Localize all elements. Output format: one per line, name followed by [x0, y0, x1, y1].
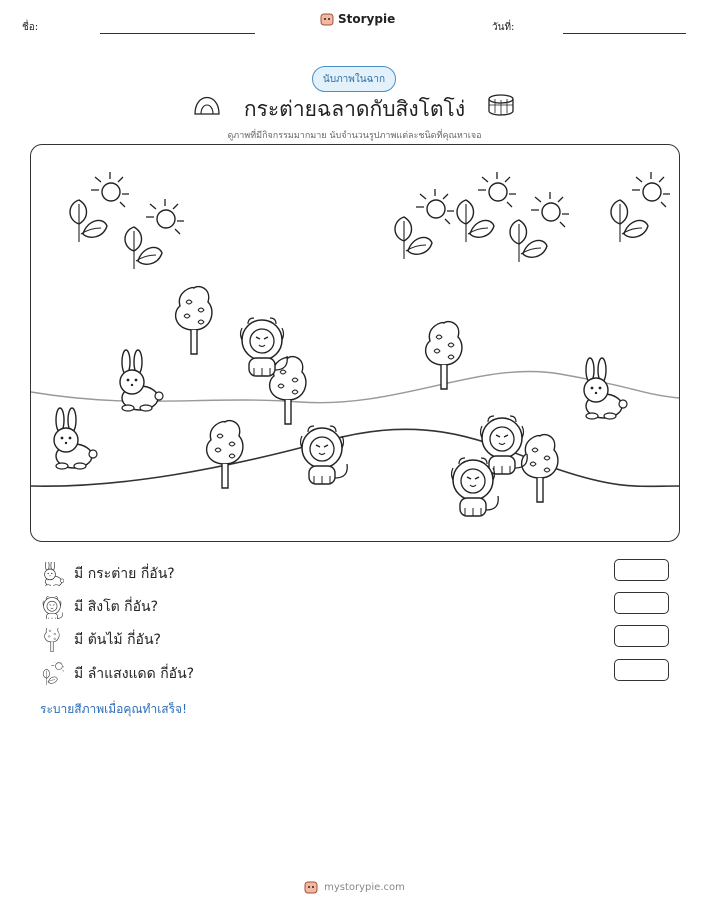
logo-icon	[304, 880, 318, 894]
sunbeam-plant	[510, 192, 569, 262]
question-text: มี สิงโต กี่อัน?	[74, 599, 159, 615]
sunbeam-plant	[611, 172, 670, 242]
answer-box-rabbit[interactable]	[614, 559, 669, 581]
page-subtitle: ดูภาพที่มีกิจกรรมมากมาย นับจำนวนรูปภาพแต่ละชนิดที่คุณหาเจอ	[227, 131, 482, 141]
question-tree	[40, 628, 161, 652]
tree	[207, 421, 243, 488]
rabbit-icon	[40, 562, 64, 586]
question-text: มี ต้นไม้ กี่อัน?	[74, 632, 161, 648]
name-label: ชื่อ:	[22, 22, 39, 33]
rabbit	[584, 358, 627, 419]
sunbeam-plant	[457, 172, 516, 242]
rabbit	[54, 408, 97, 469]
brand-name: Storypie	[338, 12, 396, 26]
tree	[176, 287, 212, 354]
lion-icon	[40, 595, 64, 619]
answer-box-sunbeam[interactable]	[614, 659, 669, 681]
page-title: กระต่ายฉลาดกับสิงโตโง่	[243, 97, 466, 121]
coloring-note: ระบายสีภาพเมื่อคุณทำเสร็จ!	[40, 702, 187, 716]
question-sunbeam	[40, 662, 194, 686]
activity-badge: นับภาพในฉาก	[312, 66, 396, 92]
lion	[301, 426, 348, 484]
tree-icon	[40, 628, 64, 652]
rabbit	[120, 350, 163, 411]
question-lion	[40, 595, 158, 619]
date-label: วันที่:	[492, 22, 515, 33]
sunbeam-plant	[125, 199, 184, 269]
tree	[426, 322, 462, 389]
sunbeam-icon	[40, 662, 64, 686]
question-text: มี ลำแสงแดด กี่อัน?	[74, 666, 195, 682]
sunbeam-plant	[395, 189, 454, 259]
footer	[0, 880, 709, 894]
question-text: มี กระต่าย กี่อัน?	[74, 566, 175, 582]
answer-box-tree[interactable]	[614, 625, 669, 647]
sunbeam-plant	[70, 172, 129, 242]
hill-line-front	[31, 429, 679, 486]
footer-url[interactable]: mystorypie.com	[324, 881, 405, 893]
tree	[522, 435, 558, 502]
question-rabbit	[40, 562, 175, 586]
answer-box-lion[interactable]	[614, 592, 669, 614]
